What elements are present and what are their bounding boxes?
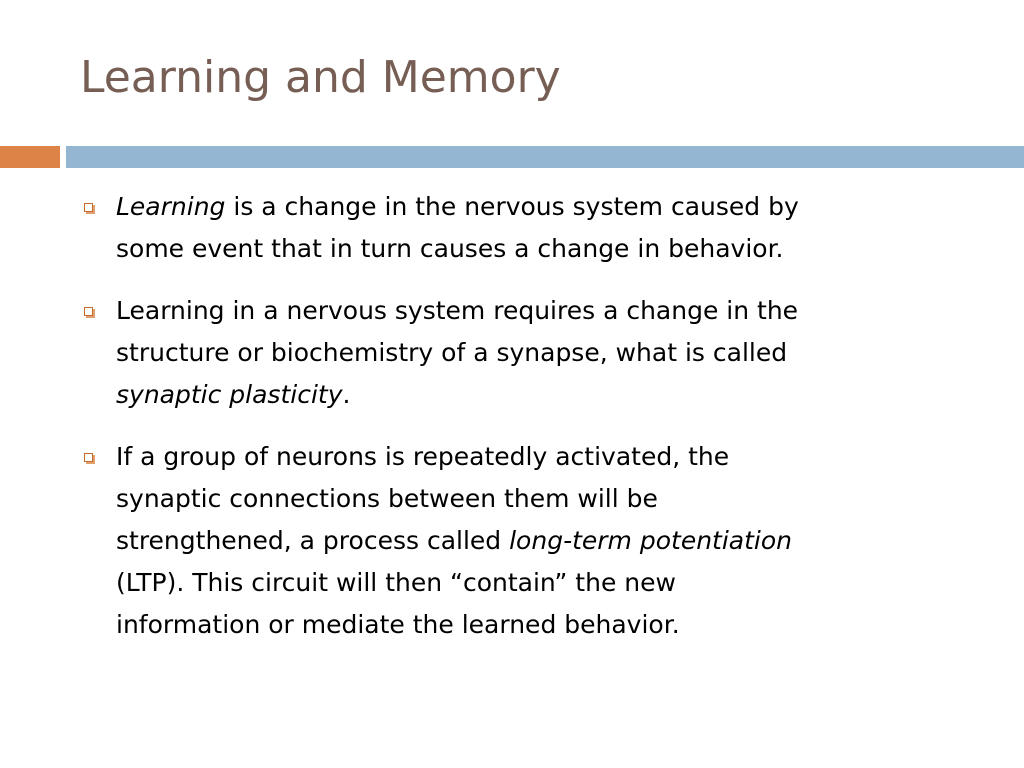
bullet-line: If a group of neurons is repeatedly activated, the bbox=[116, 442, 730, 471]
bullet-line: some event that in turn causes a change in behavior. bbox=[116, 234, 784, 263]
bullet-line bbox=[116, 186, 980, 228]
bullet-item bbox=[80, 436, 980, 646]
accent-bar-blue bbox=[66, 146, 1024, 168]
bullet-line: (LTP). This circuit will then “contain” the new bbox=[116, 568, 676, 597]
emphasis-term: long-term potentiation bbox=[509, 526, 792, 555]
bullet-line bbox=[116, 520, 980, 562]
bullet-line: Learning in a nervous system requires a change in the bbox=[116, 296, 799, 325]
bullet-item bbox=[80, 186, 980, 270]
bullet-text: is a change in the nervous system caused by bbox=[225, 192, 799, 221]
bullet-line bbox=[116, 374, 980, 416]
bullet-line: structure or biochemistry of a synapse, what is called bbox=[116, 338, 788, 367]
square-bullet-icon bbox=[84, 307, 93, 316]
bullet-item bbox=[80, 290, 980, 416]
slide-title: Learning and Memory bbox=[80, 52, 561, 103]
bullet-line: information or mediate the learned behavior. bbox=[116, 610, 680, 639]
square-bullet-icon bbox=[84, 453, 93, 462]
bullet-text: strengthened, a process called bbox=[116, 526, 510, 555]
bullet-list bbox=[80, 186, 980, 666]
emphasis-term: Learning bbox=[116, 192, 226, 221]
bullet-line: synaptic connections between them will be bbox=[116, 484, 658, 513]
bullet-text: . bbox=[342, 380, 351, 409]
square-bullet-icon bbox=[84, 203, 93, 212]
accent-bar-orange bbox=[0, 146, 60, 168]
emphasis-term: synaptic plasticity bbox=[116, 380, 343, 409]
